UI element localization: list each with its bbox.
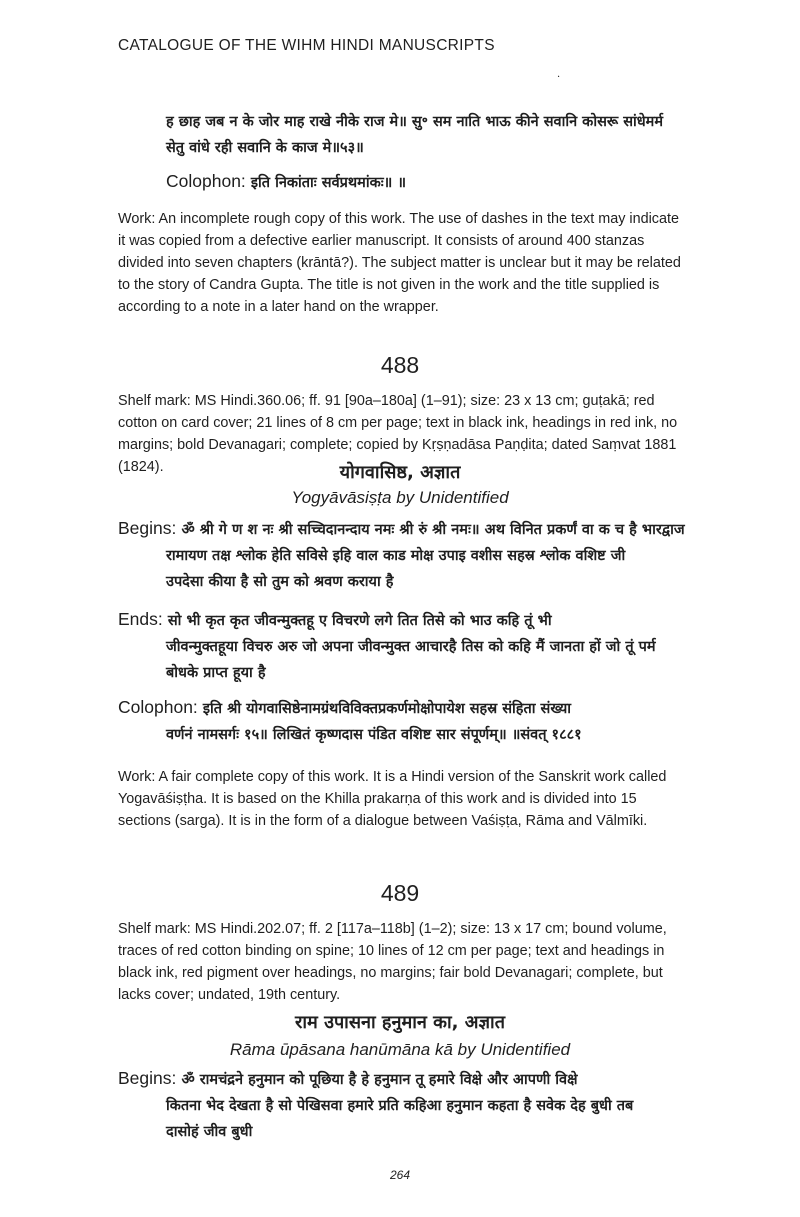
begins-label: Begins: bbox=[118, 518, 177, 538]
begins-line-3: दासोहं जीव बुधी bbox=[166, 1124, 253, 1140]
colophon-text: इति निकांताः सर्वप्रथमांकः॥ ॥ bbox=[250, 175, 407, 191]
colophon-488 bbox=[118, 697, 688, 722]
begins-line-2: कितना भेद देखता है सो पेखिसवा हमारे प्रति कहिआ हनुमान कहता है सवेक देह बुधी तब bbox=[166, 1098, 634, 1114]
ends-488 bbox=[118, 609, 688, 634]
begins-line-3: उपदेसा कीया है सो तुम को श्रवण कराया है bbox=[166, 574, 394, 590]
work-description-488 bbox=[118, 766, 688, 832]
ends-line-3: बोधके प्राप्त हूया है bbox=[166, 665, 266, 681]
colophon-line-1: इति श्री योगवासिष्ठेनामग्रंथविविक्तप्रकर्णमोक्षोपायेश सहस्र संहिता संख्या bbox=[202, 701, 572, 717]
colophon-label: Colophon: bbox=[118, 697, 198, 717]
shelf-mark-489: Shelf mark: MS Hindi.202.07; ff. 2 [117a–118b] (1–2); size: 13 x 17 cm; bound volume, traces of red cotton binding on spine; 10 lines of 12 cm per page; text and headings in black ink, red pigment over headings, no margins; fair bold Devanagari; complete, but lacks cover; undated, 19th century. bbox=[118, 921, 667, 1003]
title-roman-488 bbox=[0, 488, 800, 508]
title-roman-text: Yogyāvāsiṣṭa by Unidentified bbox=[291, 488, 509, 507]
begins-line-1: ॐ श्री गे ण श नः श्री सच्चिदानन्दाय नमः श्री रुं श्री नमः॥ अथ विनित प्रकर्णं वा क च है भारद्वाज bbox=[181, 522, 685, 538]
begins-line-1: ॐ रामचंद्रने हनुमान को पूछिया है हे हनुमान तू हमारे विक्षे और आपणी विक्षे bbox=[181, 1072, 578, 1088]
colophon-line-2: वर्णनं नामसर्गः १५॥ लिखितं कृष्णदास पंडित वशिष्ट सार संपूर्णम्॥ ॥संवत् १८८१ bbox=[166, 727, 582, 743]
begins-489 bbox=[118, 1068, 688, 1093]
prev-colophon bbox=[166, 171, 686, 196]
entry-number-489: 489 bbox=[380, 880, 420, 906]
title-devanagari-488: योगवासिष्ठ, अज्ञात bbox=[339, 462, 461, 483]
shelf-mark-488: Shelf mark: MS Hindi.360.06; ff. 91 [90a–180a] (1–91); size: 23 x 13 cm; guṭakā; red cotton on card cover; 21 lines of 8 cm per page; text in black ink, headings in red ink, no margins; bold Devanagari; complete; copied by Kṛṣṇadāsa Paṇḍita; dated Saṃvat 1881 (1824). bbox=[118, 393, 678, 475]
title-devanagari-489: राम उपासना हनुमान का, अज्ञात bbox=[295, 1012, 505, 1033]
ends-line-1: सो भी कृत कृत जीवन्मुक्तहू ए विचरणे लगे तित तिसे को भाउ कहि तूं भी bbox=[167, 613, 552, 629]
stray-mark: · bbox=[557, 72, 561, 83]
entry-number-488: 488 bbox=[380, 352, 420, 378]
colophon-label: Colophon: bbox=[166, 171, 246, 191]
begins-line-2: रामायण तक्ष श्लोक हेति सविसे इहि वाल काड मोक्ष उपाइ वशीस सहस्र श्लोक वशिष्ट जी bbox=[166, 548, 626, 564]
title-roman-489 bbox=[0, 1040, 800, 1060]
prev-ends-line-2: सेतु वांधे रही सवानि के काज मे॥५३॥ bbox=[166, 140, 364, 156]
page-number: 264 bbox=[389, 1168, 411, 1182]
title-roman-text: Rāma ūpāsana hanūmāna kā by Unidentified bbox=[229, 1040, 571, 1059]
running-header: CATALOGUE OF THE WIHM HINDI MANUSCRIPTS bbox=[118, 37, 495, 54]
ends-line-2: जीवन्मुक्तहूया विचरु अरु जो अपना जीवन्मुक्त आचारहै तिस को कहि मैं जानता हों जो तूं पर्म bbox=[166, 639, 656, 655]
work-text: Work: A fair complete copy of this work. It is a Hindi version of the Sanskrit work called Yogavāśiṣṭha. It is based on the Khilla prakarṇa of this work and is divided into 15 sections (sarga). It is in the form of a dialogue between Vaśiṣṭa, Rāma and Vālmīki. bbox=[118, 769, 667, 829]
prev-work-description: Work: An incomplete rough copy of this work. The use of dashes in the text may indicate it was copied from a defective earlier manuscript. It consists of around 400 stanzas divided into seven chapters (krāntā?). The subject matter is unclear but it may be related to the story of Candra Gupta. The title is not given in the work and the title supplied is according to a note in a later hand on the wrapper. bbox=[118, 211, 681, 315]
prev-ends-line-1: ह छाह जब न के जोर माह राखे नीके राज मे॥ सु॰ सम नाति भाऊ कीने सवानि कोसरू सांधेमर्म bbox=[166, 114, 664, 130]
begins-label: Begins: bbox=[118, 1068, 177, 1088]
begins-488 bbox=[118, 518, 688, 543]
ends-label: Ends: bbox=[118, 609, 163, 629]
